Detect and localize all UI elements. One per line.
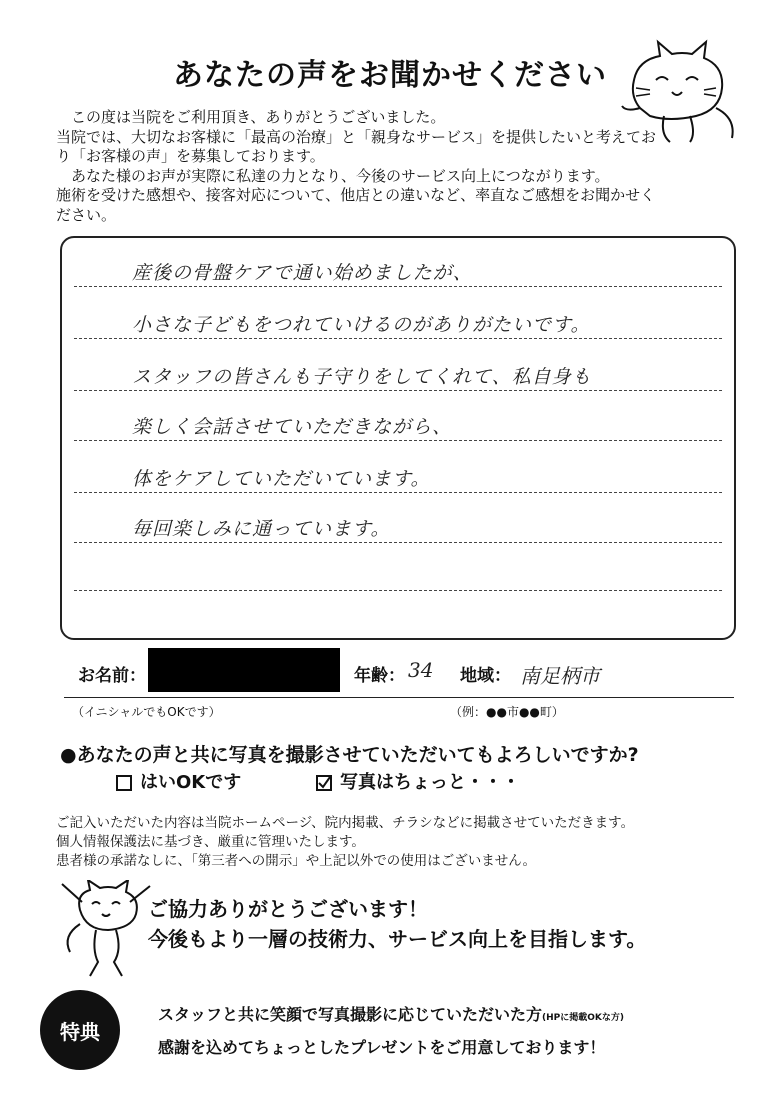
comment-line-6: 毎回楽しみに通っています。 (132, 518, 391, 540)
checkbox-yes[interactable] (116, 775, 132, 791)
form-underline (64, 697, 734, 698)
ruled-line (74, 338, 722, 339)
comment-box (60, 236, 736, 640)
comment-line-2: 小さな子どもをつれていけるのがありがたいです。 (132, 314, 591, 336)
option-no-label: 写真はちょっと・・・ (340, 772, 520, 793)
privacy-notice: ご記入いただいた内容は当院ホームページ、院内掲載、チラシなどに掲載させていただきます。 個人情報保護法に基づき、厳重に管理いたします。 患者様の承諾なしに、「第三者への開示」や上記以外での使用はございません。 (56, 815, 635, 869)
photo-question: ●あなたの声と共に写真を撮影させていただいてもよろしいですか? (60, 744, 639, 766)
comment-line-3: スタッフの皆さんも子守りをしてくれて、私自身も (132, 366, 592, 388)
region-hint: （例：●●市●●町） (450, 705, 564, 719)
thanks-message: ご協力ありがとうございます！ 今後もより一層の技術力、サービス向上を目指します。 (148, 897, 647, 951)
age-label: 年齢： (354, 666, 405, 686)
ruled-line (74, 286, 722, 287)
checkbox-no[interactable] (316, 775, 332, 791)
ruled-line (74, 390, 722, 391)
option-yes-label: はいOKです (140, 772, 242, 793)
intro-text: この度は当院をご利用頂き、ありがとうございました。 当院では、大切なお客様に「最高の治療」と「親身なサービス」を提供したいと考えてお り「お客様の声」を募集しております。 あなた様のお声が実際に私達の力となり、今後のサービス向上につながります。 施術を受けた感想や、接客対応について、他店との違いなど、率直なご感想をお聞かせく ださい。 (56, 108, 657, 224)
tokuten-badge: 特典 (40, 990, 120, 1070)
check-icon (316, 775, 332, 791)
ruled-line (74, 440, 722, 441)
region-value: 南足柄市 (520, 664, 600, 688)
ruled-line (74, 492, 722, 493)
option-no[interactable] (316, 768, 520, 794)
ruled-line (74, 590, 722, 591)
age-value: 34 (408, 658, 434, 682)
name-label: お名前： (78, 666, 146, 686)
comment-line-4: 楽しく会話させていただきながら、 (132, 416, 453, 438)
tokuten-text: スタッフと共に笑顔で写真撮影に応じていただいた方(HPに掲載OKな方) 感謝を込めてちょっとしたプレゼントをご用意しております！ (158, 1005, 624, 1057)
ruled-line (74, 542, 722, 543)
region-label: 地域： (460, 666, 511, 686)
option-yes[interactable] (116, 768, 241, 794)
cat-cheering-icon (56, 880, 156, 980)
name-redacted-field (148, 648, 340, 692)
page-title: あなたの声をお聞かせください (173, 58, 607, 93)
name-hint: （イニシャルでもOKです） (72, 705, 221, 719)
comment-line-1: 産後の骨盤ケアで通い始めましたが、 (132, 262, 473, 284)
comment-line-5: 体をケアしていただいています。 (132, 468, 431, 490)
